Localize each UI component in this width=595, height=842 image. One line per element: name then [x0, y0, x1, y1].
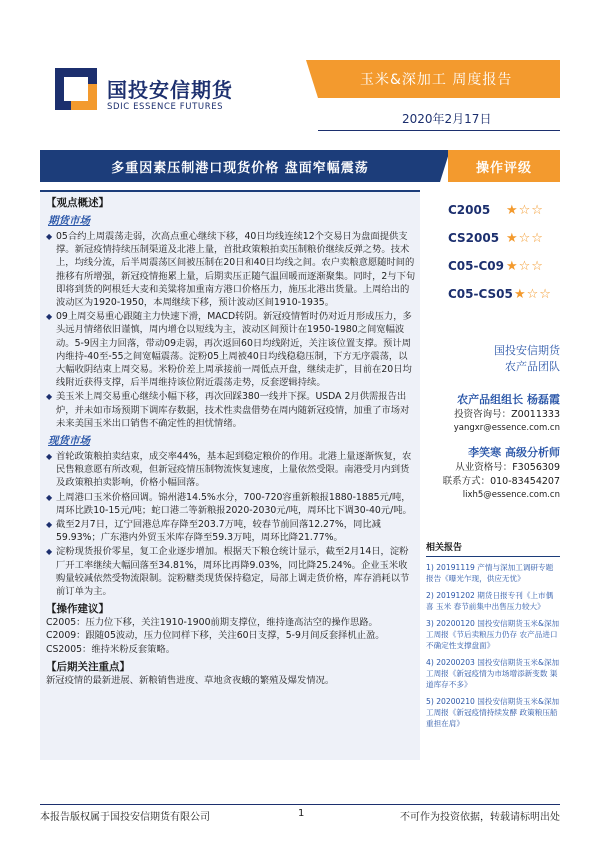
- footer-copyright: 本报告版权属于国投安信期货有限公司: [40, 812, 210, 823]
- spot-market-heading: 现货市场: [48, 435, 90, 448]
- watch-line: 新冠疫情的最新进展、新粮销售进度、草地贪夜蛾的繁殖及爆发情况。: [46, 674, 335, 686]
- bullet-icon: ◆: [46, 520, 53, 530]
- analyst-block: [420, 392, 560, 502]
- rating-list: [448, 196, 560, 308]
- analyst-contact: 联系方式：010-83454207: [442, 476, 560, 487]
- rating-row: [448, 224, 560, 252]
- analyst-email: lixh5@essence.com.cn: [462, 490, 560, 500]
- bullet-icon: ◆: [46, 392, 53, 402]
- list-item: ◆ 上周港口玉米价格回调。锦州港14.5%水分，700-720容重新粮报1880-1885元/吨，周环比跌10-15元/吨；蛇口港二等新粮报2020-2030元/吨，周环比下调30-40元/吨。: [46, 491, 412, 516]
- overview-panel: [40, 190, 420, 760]
- related-report-link[interactable]: 2) 20191202 期货日报专刊《上市偶喜 玉米 春节前集中出售压力较大》: [426, 591, 554, 611]
- contract-name: C05-C09: [448, 259, 504, 273]
- rating-row: [448, 196, 560, 224]
- team-name: 农产品团队: [505, 360, 560, 373]
- report-title: 多重因素压制港口现货价格 盘面窄幅震荡: [40, 150, 440, 182]
- bullet-icon: ◆: [46, 452, 53, 462]
- page-number: 1: [298, 808, 305, 819]
- logo-name-en: SDIC ESSENCE FUTURES: [107, 102, 224, 112]
- list-item: ◆ 05合约上周震荡走弱，次高点重心继续下移，40日均线连续12个交易日为盘面提供支撑。新冠疫情持续压制渠道及北港上量，首批政策粮拍卖压制粮价继续反弹之势。技术上，均线分流，后半周震荡区间被压制在20日和40日均线之间。农户卖粮意愿随时间的推移有所增强，新冠疫情拖累上量，后期卖压正随气温回暖而逐渐聚集。同时，2与下旬即将到货的阿根廷大麦和美粱将加重南方港口价格压力，施压北港出货量。上周给出的波动区为1920-1950，本周继续下移，预计波动区间1910-1935。: [46, 231, 416, 309]
- contract-name: CS2005: [448, 231, 500, 245]
- watch-heading: 【后期关注重点】: [46, 660, 130, 673]
- related-report-link[interactable]: 4) 20200203 国投安信期货玉米&深加工周报《新冠疫情为市场增添新变数 渠道库存不多》: [426, 658, 560, 689]
- rating-label: 操作评级: [448, 150, 560, 182]
- ops-line: C2005：压力位下移，关注1910-1900前期支撑位，维持逢高沽空的操作思路。: [46, 617, 378, 629]
- bullet-icon: ◆: [46, 547, 53, 557]
- related-report-link[interactable]: 1) 20191119 产情与深加工调研专题报告《曝光乍现，供应无忧》: [426, 563, 554, 583]
- bullet-icon: ◆: [46, 232, 53, 241]
- ops-heading: 【操作建议】: [46, 603, 109, 616]
- rating-row: [448, 280, 560, 308]
- star-rating-icon: ★☆☆: [506, 230, 544, 246]
- star-rating-icon: ★☆☆: [514, 286, 552, 302]
- related-heading: 相关报告: [426, 540, 560, 557]
- report-date: 2020年2月17日: [402, 112, 492, 126]
- team-block: [440, 343, 560, 375]
- logo-mark-icon: [55, 68, 97, 110]
- related-report-link[interactable]: 3) 20200120 国投安信期货玉米&深加工周报《节后卖粮压力仍存 农产品进口不确定性支撑盘面》: [426, 619, 560, 650]
- star-rating-icon: ★☆☆: [506, 202, 544, 218]
- contract-name: C05-CS05: [448, 287, 513, 301]
- header-divider: [318, 130, 560, 131]
- related-reports: [426, 540, 560, 735]
- team-company: 国投安信期货: [494, 344, 560, 357]
- report-type-banner: 玉米&深加工 周度报告: [318, 60, 560, 98]
- ops-line: CS2005：维持米粉反套策略。: [46, 643, 176, 655]
- analyst-email: yangxr@essence.com.cn: [453, 423, 560, 433]
- analyst-cert: 从业资格号：F3056309: [455, 462, 560, 473]
- list-item: ◆ 淀粉现货报价零星，复工企业逐步增加。根据天下粮仓统计显示，截至2月14日，淀粉厂开工率继续大幅回落至34.81%，周环比再降9.03%，同比降25.24%。企业玉米收购量较减依然受物流限制。淀粉糖类现货保持稳定，局部上调走货价格，库存消耗以节前订单为主。: [46, 546, 410, 598]
- analyst-cert: 投资咨询号：Z0011333: [454, 409, 560, 420]
- futures-market-heading: 期货市场: [48, 215, 90, 227]
- list-item: ◆ 截至2月7日，辽宁回港总库存降至203.7万吨，较春节前回落12.27%，同比减59.93%；广东港内外贸玉米库存降至59.3万吨，周环比降21.77%。: [46, 519, 381, 544]
- analyst-title: 农产品组组长 杨磊霞: [457, 393, 560, 406]
- ops-line: C2009：跟随05波动，压力位同样下移，关注60日支撑，5-9月间反套择机止盈。: [46, 630, 385, 642]
- footer-divider: [40, 804, 560, 805]
- analyst-title: 李笑寒 高级分析师: [468, 446, 560, 459]
- overview-heading: 【观点概述】: [46, 197, 109, 209]
- list-item: ◆ 首轮政策粮拍卖结束，成交率44%，基本起到稳定粮价的作用。北港上量逐渐恢复，农民售粮意愿有所改观，但新冠疫情压制物流恢复速度，上量依然受限。南港受月内到货及政策粮拍卖影响，价格小幅回落。: [46, 451, 412, 489]
- logo-name-cn: 国投安信期货: [107, 78, 233, 102]
- bullet-icon: ◆: [46, 312, 53, 322]
- star-rating-icon: ★☆☆: [506, 258, 544, 274]
- related-report-link[interactable]: 5) 20200210 国投安信期货玉米&深加工周报《新冠疫情持续发酵 政策粮压船重担在肩》: [426, 697, 560, 728]
- contract-name: C2005: [448, 203, 491, 217]
- rating-row: [448, 252, 560, 280]
- list-item: ◆ 09上周交易重心跟随主力快速下滑，MACD转阴。新冠疫情暂时仍对近月形成压力，多头远月情绪依旧谨慎，周内增仓以短线为主，波动区间预计在1950-1980之间宽幅波动。5-9因主力回落，带动09走弱，再次返回60日均线附近，关注该位置支撑。预计周内维持-40至-55之间宽幅震荡。淀粉05上周被40日均线稳稳压制，下方无序震荡，以大幅收阴结束上周交易。米粉价差上周承接前一周低点开盘，继续走扩，目前在20日均线附近获得支撑，后半周维持该位附近震荡走势，反套逻辑持续。: [46, 311, 412, 389]
- bullet-icon: ◆: [46, 492, 53, 502]
- footer-disclaimer: 不可作为投资依据，转载请标明出处: [400, 812, 560, 823]
- list-item: ◆ 美玉米上周交易重心继续小幅下移，再次回踩380一线并下探。USDA 2月供需报告出炉，并未如市场预期下调库存数据，技术性卖盘借势在周内随新冠疫情，加重了市场对未来美国玉米出口销售不确定性的担忧情绪。: [46, 391, 410, 429]
- company-logo: [55, 66, 233, 126]
